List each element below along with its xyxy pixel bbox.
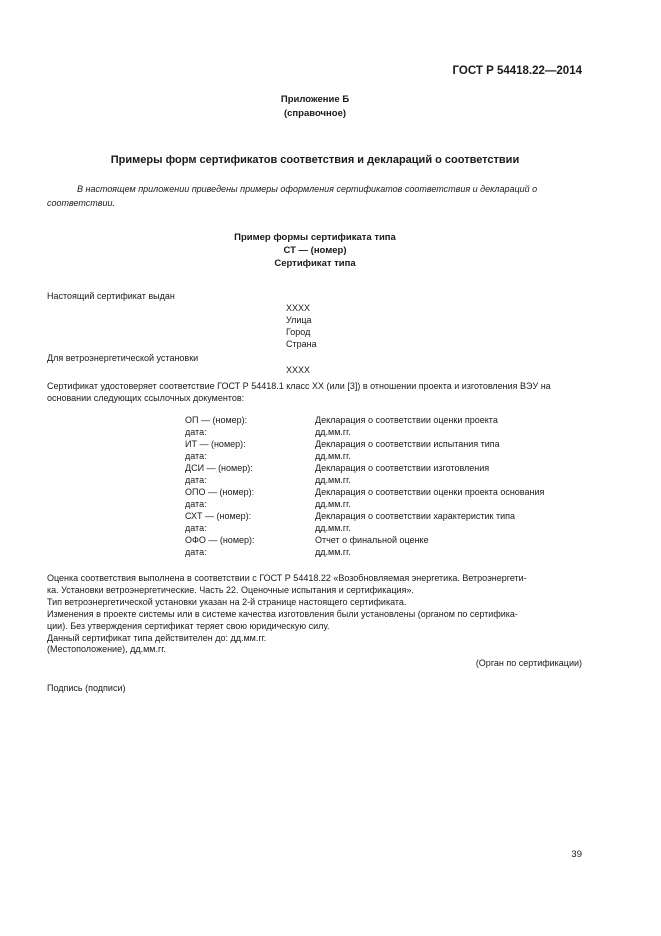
statement-line: ка. Установки ветроэнергетические. Часть 22. Оценочные испытания и сертификация». [47,584,414,595]
address-line: Город [286,327,311,337]
document-description: дд.мм.гг. [315,547,351,557]
document-code-label: СХТ — (номер): [185,511,252,521]
address-line: Страна [286,339,317,349]
address-line: ХХХХ [286,303,311,313]
main-heading: Примеры форм сертификатов соответствия и деклараций о соответствии [110,154,520,166]
document-code-label: дата: [185,523,207,533]
example-code: СТ — (номер) [283,245,347,256]
document-description: Декларация о соответствии оценки проекта [315,415,498,425]
document-description: Декларация о соответствии характеристик типа [315,511,515,521]
example-subtitle: Сертификат типа [274,258,356,269]
document-description: дд.мм.гг. [315,451,351,461]
document-description: Отчет о финальной оценке [315,535,429,545]
document-description: Декларация о соответствии изготовления [315,463,490,473]
document-code: ГОСТ Р 54418.22—2014 [452,65,582,77]
document-description: дд.мм.гг. [315,499,351,509]
intro-paragraph: В настоящем приложении приведены примеры оформления сертификатов соответствия и деклараций о соответствии. [47,184,538,208]
turbine-label: Для ветроэнергетической установки [47,353,199,363]
statement-line: (Местоположение), дд.мм.гг. [47,644,166,655]
document-description: дд.мм.гг. [315,427,351,437]
document-code-label: ДСИ — (номер): [185,463,253,473]
document-code-label: ОП — (номер): [185,415,248,425]
signature-label: Подпись (подписи) [47,683,126,693]
document-code-label: дата: [185,451,207,461]
turbine-value: ХХХХ [286,365,311,375]
statement-line: Изменения в проекте системы или в системе качества изготовления были установлены (органом по сертифика- [47,608,518,619]
document-description: Декларация о соответствии оценки проекта основания [315,487,545,497]
document-code-label: дата: [185,427,207,437]
statement-line: Тип ветроэнергетической установки указан на 2-й странице настоящего сертификата. [47,596,407,607]
document-code-label: ОПО — (номер): [185,487,255,497]
statement-line: Данный сертификат типа действителен до: дд.мм.гг. [47,632,267,643]
certifies-paragraph: Сертификат удостоверяет соответствие ГОСТ Р 54418.1 класс XX (или [3]) в отношении проекта и изготовления ВЭУ на основании следующих ссылочных документов: [47,381,551,403]
document-code-label: дата: [185,499,207,509]
document-code-label: дата: [185,475,207,485]
document-code-label: ОФО — (номер): [185,535,255,545]
conformity-statement [47,573,587,656]
statement-line: Оценка соответствия выполнена в соответствии с ГОСТ Р 54418.22 «Возобновляемая энергетика. Ветроэнергети- [47,573,527,583]
document-description: дд.мм.гг. [315,523,351,533]
document-code-label: ИТ — (номер): [185,439,246,449]
appendix-title: Приложение Б [280,94,350,105]
certification-body-label: (Орган по сертификации) [475,658,582,668]
document-description: Декларация о соответствии испытания типа [315,439,500,449]
example-title: Пример формы сертификата типа [234,232,396,243]
document-code-label: дата: [185,547,207,557]
statement-line: ции). Без утверждения сертификат теряет свою юридическую силу. [47,620,330,631]
document-description: дд.мм.гг. [315,475,351,485]
appendix-note: (справочное) [283,108,347,119]
issued-label: Настоящий сертификат выдан [47,291,175,301]
address-line: Улица [286,315,312,325]
page-number: 39 [571,849,582,860]
